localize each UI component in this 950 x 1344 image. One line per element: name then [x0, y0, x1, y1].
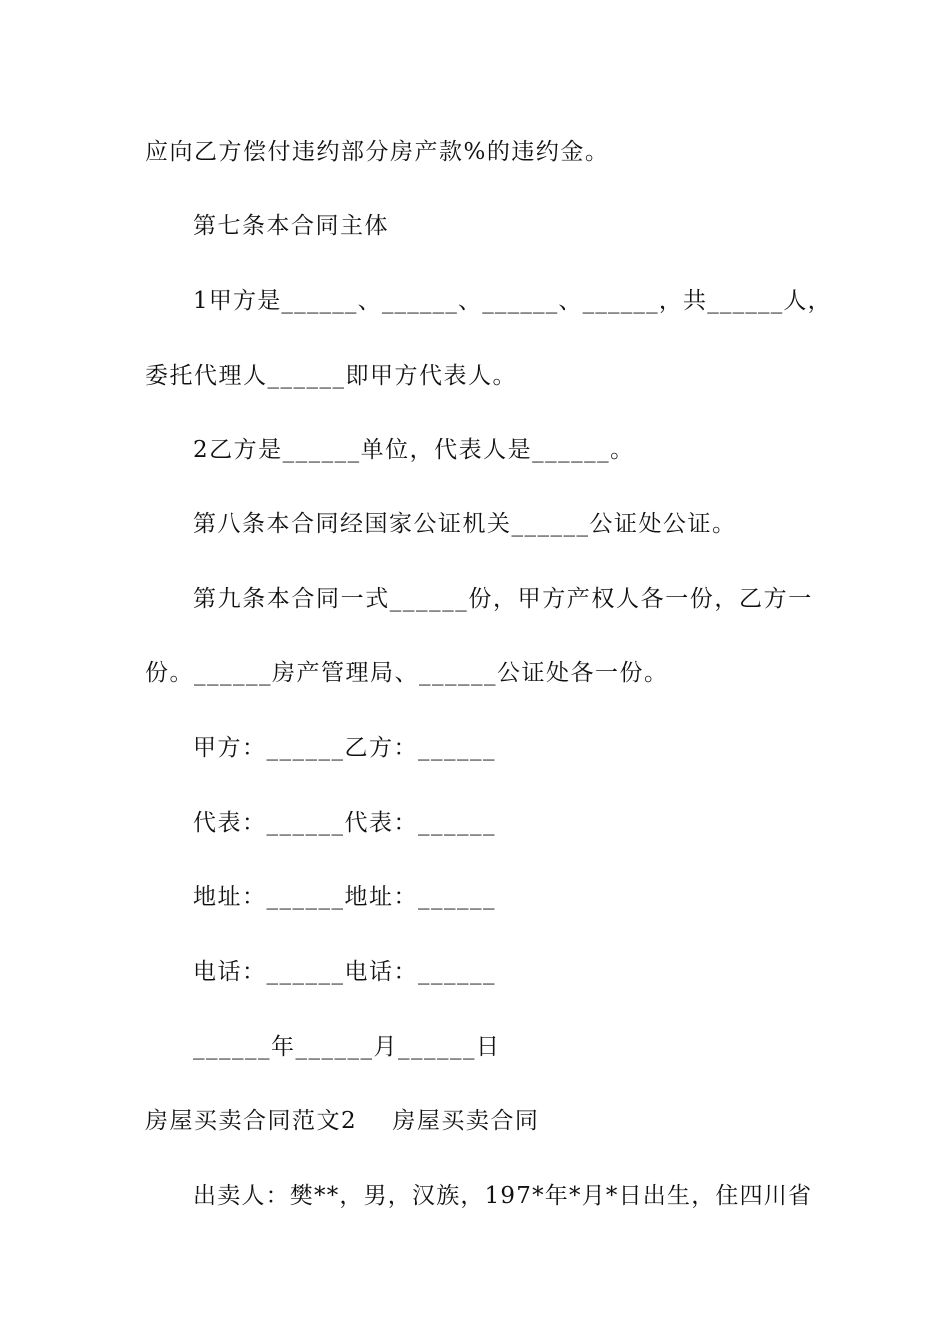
signature-party-line: 甲方：______乙方：______ [193, 735, 496, 761]
text-line-party-a: 1甲方是______、______、______、______，共______人， [193, 288, 832, 314]
text-line-penalty: 应向乙方偿付违约部分房产款%的违约金。 [145, 139, 610, 165]
article-eight: 第八条本合同经国家公证机关______公证处公证。 [193, 511, 737, 537]
text-line-party-b: 2乙方是______单位，代表人是______。 [193, 437, 635, 463]
signature-address-line: 地址：______地址：______ [193, 884, 496, 910]
signature-phone-line: 电话：______电话：______ [193, 959, 496, 985]
signature-representative-line: 代表：______代表：______ [193, 810, 496, 836]
article-seven-heading: 第七条本合同主体 [193, 213, 389, 239]
text-line-copies: 份。______房产管理局、______公证处各一份。 [145, 660, 669, 686]
text-line-seller: 出卖人：樊**，男，汉族，197*年*月*日出生，住四川省 [193, 1183, 813, 1209]
article-nine: 第九条本合同一式______份，甲方产权人各一份，乙方一 [193, 586, 813, 612]
text-line-agent: 委托代理人______即甲方代表人。 [145, 363, 517, 389]
signature-date-line: ______年______月______日 [193, 1034, 501, 1060]
section-title-sample-2: 房屋买卖合同范文2 房屋买卖合同 [145, 1108, 540, 1134]
